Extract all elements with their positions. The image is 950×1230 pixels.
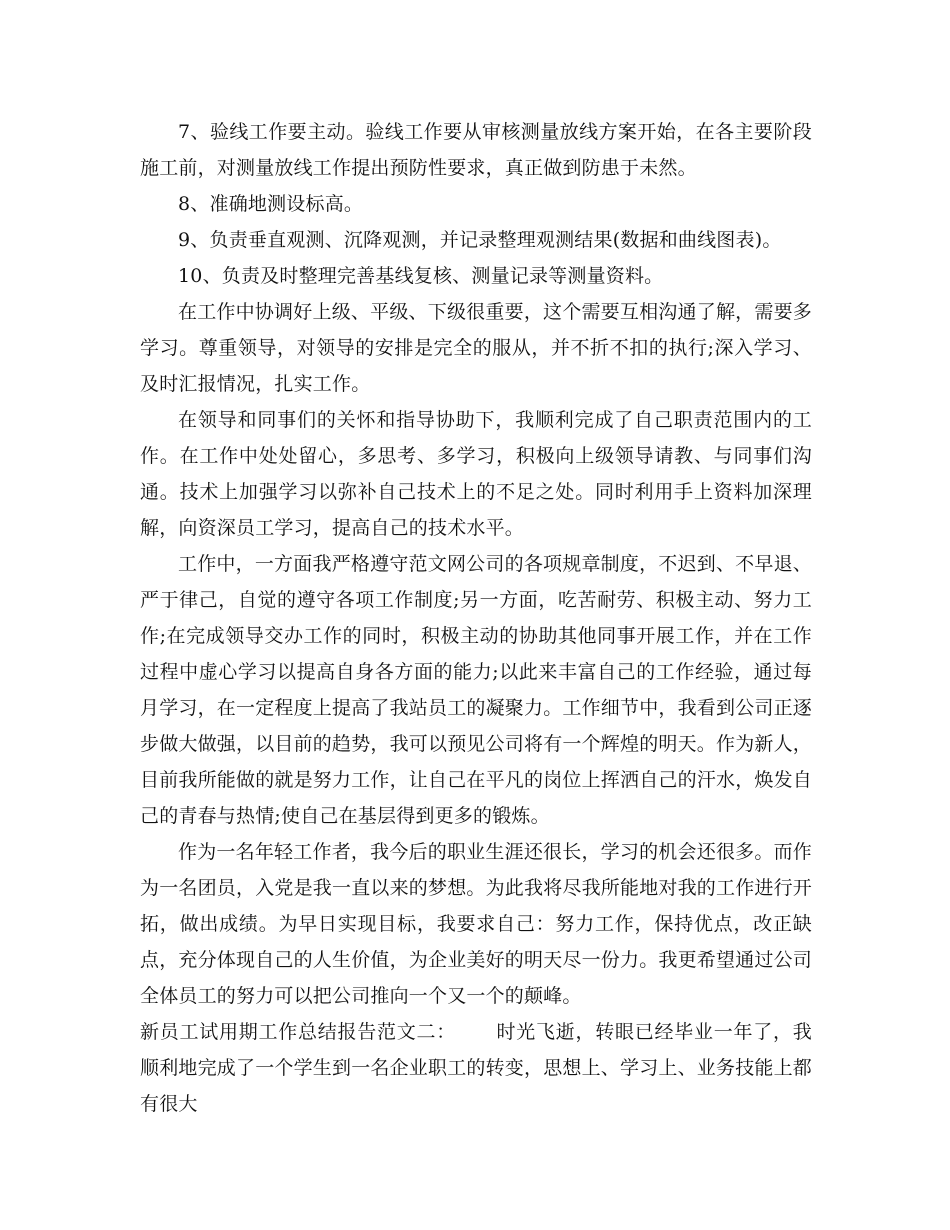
section-two (140, 1014, 812, 1122)
document-body (140, 114, 812, 1122)
paragraph-item-7: 7、验线工作要主动。验线工作要从审核测量放线方案开始，在各主要阶段施工前，对测量放线工作提出预防性要求，真正做到防患于未然。 (140, 121, 812, 179)
paragraph-item-8: 8、准确地测设标高。 (178, 193, 364, 215)
paragraph-work-attitude: 工作中，一方面我严格遵守范文网公司的各项规章制度，不迟到、不早退、严于律己，自觉的遵守各项工作制度;另一方面，吃苦耐劳、积极主动、努力工作;在完成领导交办工作的同时，积极主动的协助其他同事开展工作，并在工作过程中虚心学习以提高自身各方面的能力;以此来丰富自己的工作经验，通过每月学习，在一定程度上提高了我站员工的凝聚力。工作细节中，我看到公司正逐步做大做强，以目前的趋势，我可以预见公司将有一个辉煌的明天。作为新人，目前我所能做的就是努力工作，让自己在平凡的岗位上挥洒自己的汗水，焕发自己的青春与热情;使自己在基层得到更多的锻炼。 (140, 553, 813, 827)
paragraph-item-10: 10、负责及时整理完善基线复核、测量记录等测量资料。 (178, 265, 664, 287)
paragraph-item-9: 9、负责垂直观测、沉降观测，并记录整理观测结果(数据和曲线图表)。 (178, 229, 782, 251)
section-heading: 新员工试用期工作总结报告范文二： (140, 1021, 456, 1043)
paragraph-coordination: 在工作中协调好上级、平级、下级很重要，这个需要互相沟通了解，需要多学习。尊重领导，对领导的安排是完全的服从，并不折不扣的执行;深入学习、及时汇报情况，扎实工作。 (140, 301, 812, 395)
paragraph-guidance: 在领导和同事们的关怀和指导协助下，我顺利完成了自己职责范围内的工作。在工作中处处留心，多思考、多学习，积极向上级领导请教、与同事们沟通。技术上加强学习以弥补自己技术上的不足之处。同时利用手上资料加深理解，向资深员工学习，提高自己的技术水平。 (140, 409, 812, 539)
section-first-text: 时光飞逝，转眼已经毕业一年了，我顺利地完成了一个学生到一名企业职工的转变，思想上、学习上、业务技能上都有很大 (140, 1021, 813, 1115)
paragraph-career-goals: 作为一名年轻工作者，我今后的职业生涯还很长，学习的机会还很多。而作为一名团员，入党是我一直以来的梦想。为此我将尽我所能地对我的工作进行开拓，做出成绩。为早日实现目标，我要求自己：努力工作，保持优点，改正缺点，充分体现自己的人生价值，为企业美好的明天尽一份力。我更希望通过公司全体员工的努力可以把公司推向一个又一个的颠峰。 (140, 841, 813, 1007)
